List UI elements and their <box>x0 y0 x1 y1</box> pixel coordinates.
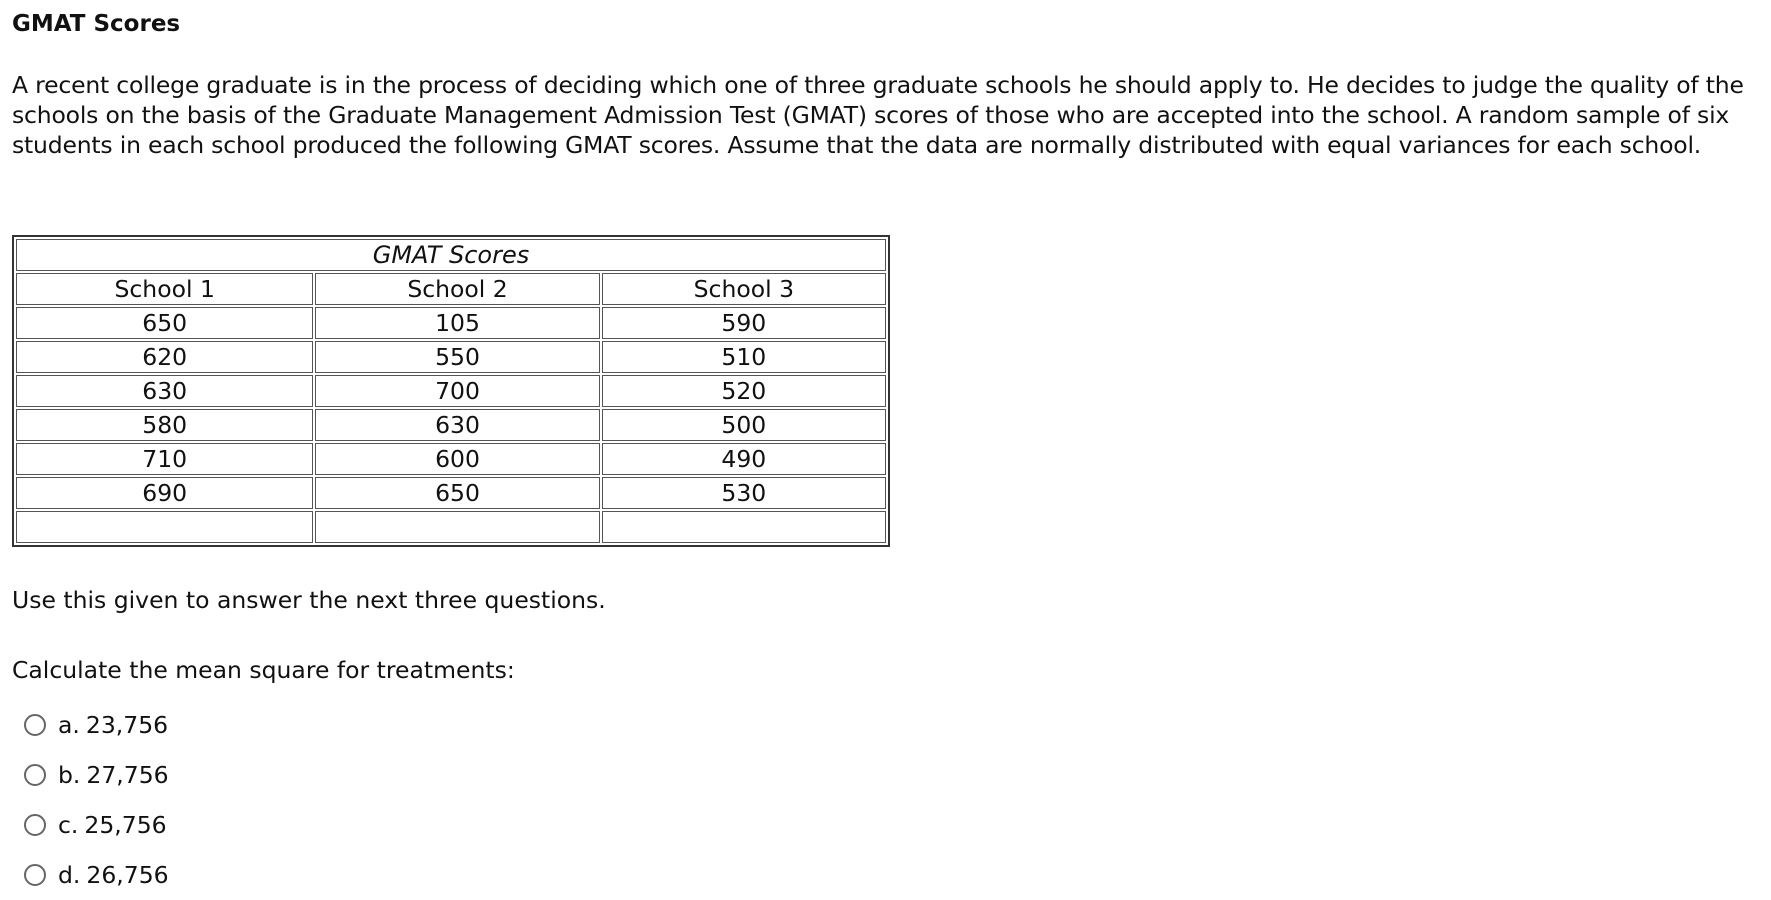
question-prompt: Calculate the mean square for treatments: <box>12 656 515 684</box>
page-title: GMAT Scores <box>12 11 181 37</box>
table-cell: 590 <box>602 307 886 339</box>
radio-button-icon[interactable] <box>24 764 46 786</box>
radio-button-icon[interactable] <box>24 714 46 736</box>
table-cell: 650 <box>315 477 599 509</box>
table-cell <box>16 511 313 543</box>
table-cell: 550 <box>315 341 599 373</box>
option-b[interactable] <box>24 750 169 800</box>
option-value: 25,756 <box>84 811 167 839</box>
table-cell: 500 <box>602 409 886 441</box>
table-caption-row <box>16 239 886 271</box>
option-c[interactable] <box>24 800 169 850</box>
column-header-school-1: School 1 <box>16 273 313 305</box>
table-cell: 650 <box>16 307 313 339</box>
table-row <box>16 443 886 475</box>
given-instruction: Use this given to answer the next three questions. <box>12 586 606 614</box>
table-row-empty <box>16 511 886 543</box>
option-value: 26,756 <box>86 861 169 889</box>
table-row <box>16 307 886 339</box>
option-value: 23,756 <box>85 711 169 739</box>
problem-description: A recent college graduate is in the process of deciding which one of three graduate schools he should apply to. He decides to judge the quality of the schools on the basis of the Graduate Management Admission Test (GMAT) scores of those who are accepted into the school. A random sample of six students in each school produced the following GMAT scores. Assume that the data are normally distributed with equal variances for each school. <box>12 71 1744 159</box>
table-row <box>16 477 886 509</box>
table-cell: 710 <box>16 443 313 475</box>
table-cell: 630 <box>315 409 599 441</box>
table-header-row <box>16 273 886 305</box>
table-cell: 520 <box>602 375 886 407</box>
option-d[interactable] <box>24 850 169 900</box>
table-row <box>16 341 886 373</box>
table-cell: 630 <box>16 375 313 407</box>
table-cell: 690 <box>16 477 313 509</box>
table-cell: 105 <box>315 307 599 339</box>
option-a[interactable] <box>24 700 169 750</box>
answer-options <box>24 700 169 900</box>
table-row <box>16 375 886 407</box>
table-cell: 530 <box>602 477 886 509</box>
table-cell: 490 <box>602 443 886 475</box>
table-cell: 700 <box>315 375 599 407</box>
radio-button-icon[interactable] <box>24 864 46 886</box>
option-letter: a. <box>58 711 80 739</box>
table-cell <box>315 511 599 543</box>
option-value: 27,756 <box>86 761 169 789</box>
table-cell: 510 <box>602 341 886 373</box>
table-row <box>16 409 886 441</box>
table-cell: 620 <box>16 341 313 373</box>
scores-table-container <box>12 235 890 547</box>
column-header-school-3: School 3 <box>602 273 886 305</box>
column-header-school-2: School 2 <box>315 273 599 305</box>
table-cell: 600 <box>315 443 599 475</box>
option-letter: d. <box>58 861 81 889</box>
gmat-scores-table <box>12 235 890 547</box>
radio-button-icon[interactable] <box>24 814 46 836</box>
table-cell <box>602 511 886 543</box>
option-letter: c. <box>58 811 79 839</box>
table-cell: 580 <box>16 409 313 441</box>
option-letter: b. <box>58 761 81 789</box>
table-caption: GMAT Scores <box>16 239 886 271</box>
